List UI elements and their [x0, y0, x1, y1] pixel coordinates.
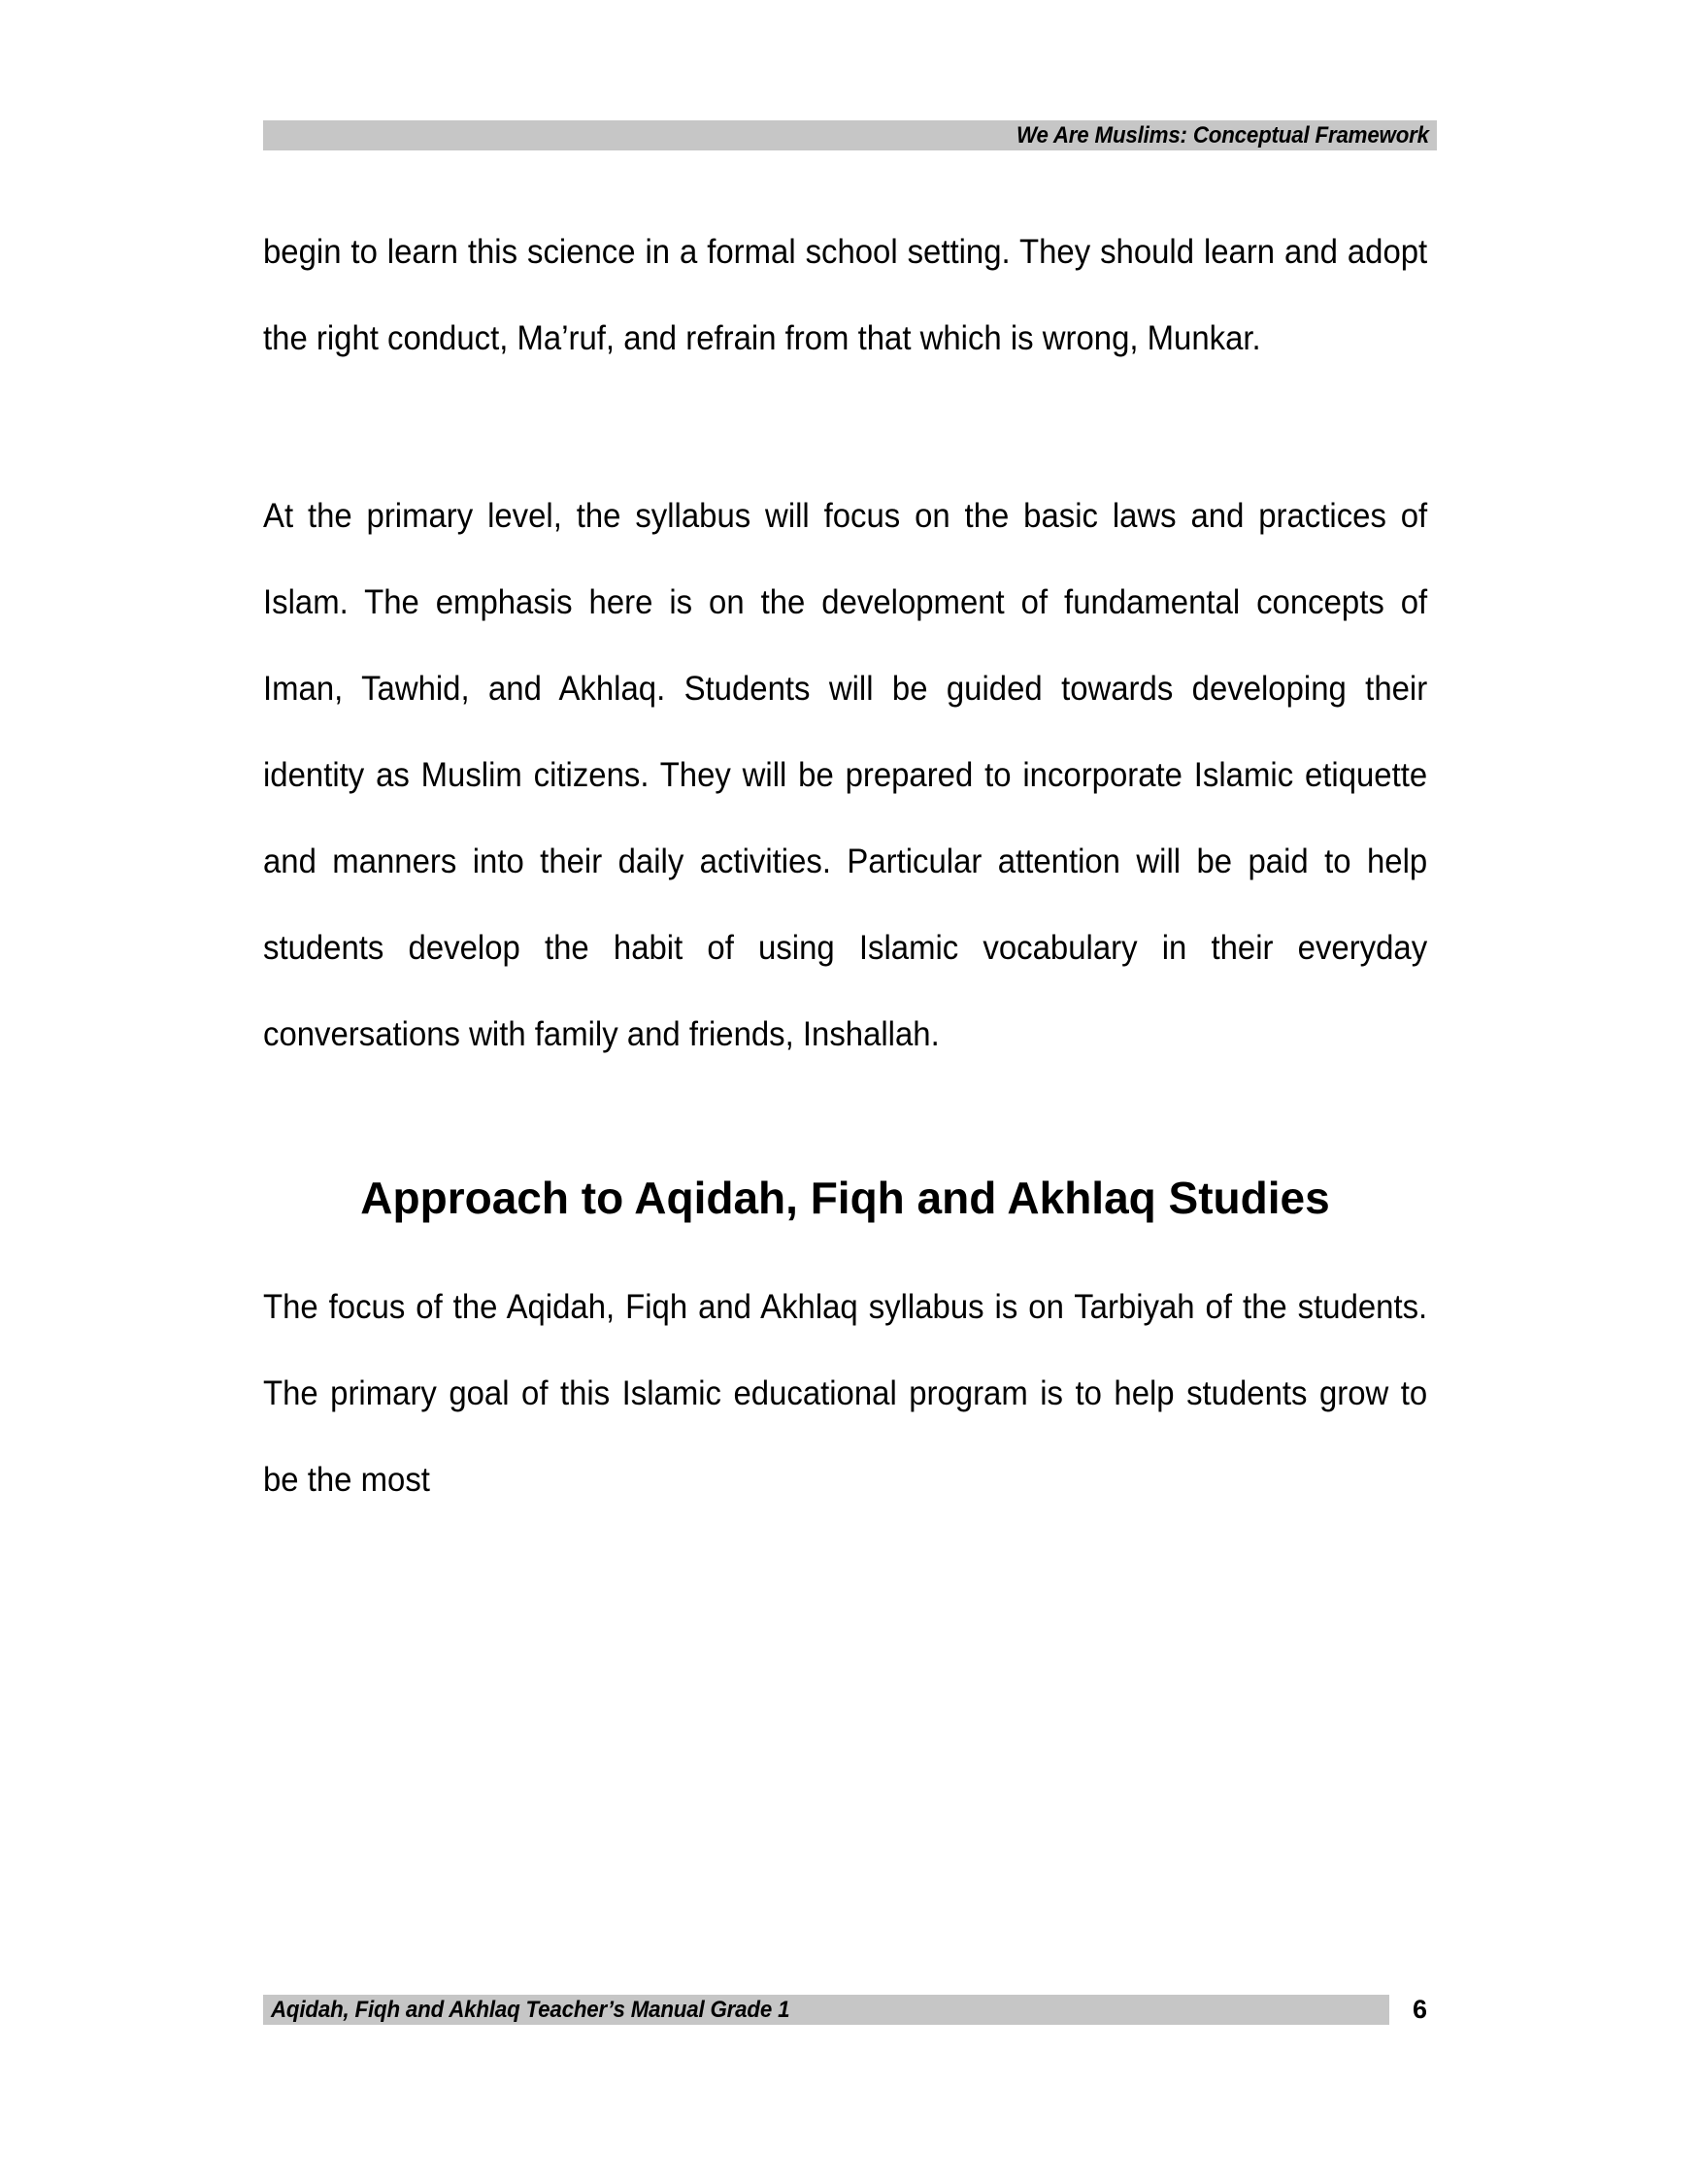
heading-spacer — [263, 1077, 1427, 1161]
running-footer-title: Aqidah, Fiqh and Akhlaq Teacher’s Manual Grade 1 — [271, 1996, 790, 2023]
running-header-band — [263, 120, 1437, 150]
paragraph-continued: begin to learn this science in a formal school setting. They should learn and adopt the right conduct, Ma’ruf, and refrain from that which is wrong, Munkar. — [263, 233, 1428, 357]
page-content — [263, 209, 1427, 1523]
running-header-title: We Are Muslims: Conceptual Framework — [1016, 121, 1429, 149]
after-heading-spacer — [263, 1235, 1427, 1264]
paragraph-primary-level: At the primary level, the syllabus will focus on the basic laws and practices of Islam. The emphasis here is on the development of fundamental concepts of Iman, Tawhid, and Akhlaq. Students will be guided towards developing their identity as Muslim citizens. They will be prepared to incorporate Islamic etiquette and manners into their daily activities. Particular attention will be paid to help students develop the habit of using Islamic vocabulary in their everyday conversations with family and friends, Inshallah. — [263, 497, 1428, 1053]
page-number: 6 — [1413, 1995, 1428, 2024]
section-heading-approach: Approach to Aqidah, Fiqh and Akhlaq Studies — [360, 1173, 1330, 1223]
paragraph-approach-intro: The focus of the Aqidah, Fiqh and Akhlaq syllabus is on Tarbiyah of the students. The primary goal of this Islamic educational program is to help students grow to be the most — [263, 1288, 1428, 1499]
running-footer-band — [263, 1995, 1389, 2025]
paragraph-spacer — [263, 381, 1427, 473]
